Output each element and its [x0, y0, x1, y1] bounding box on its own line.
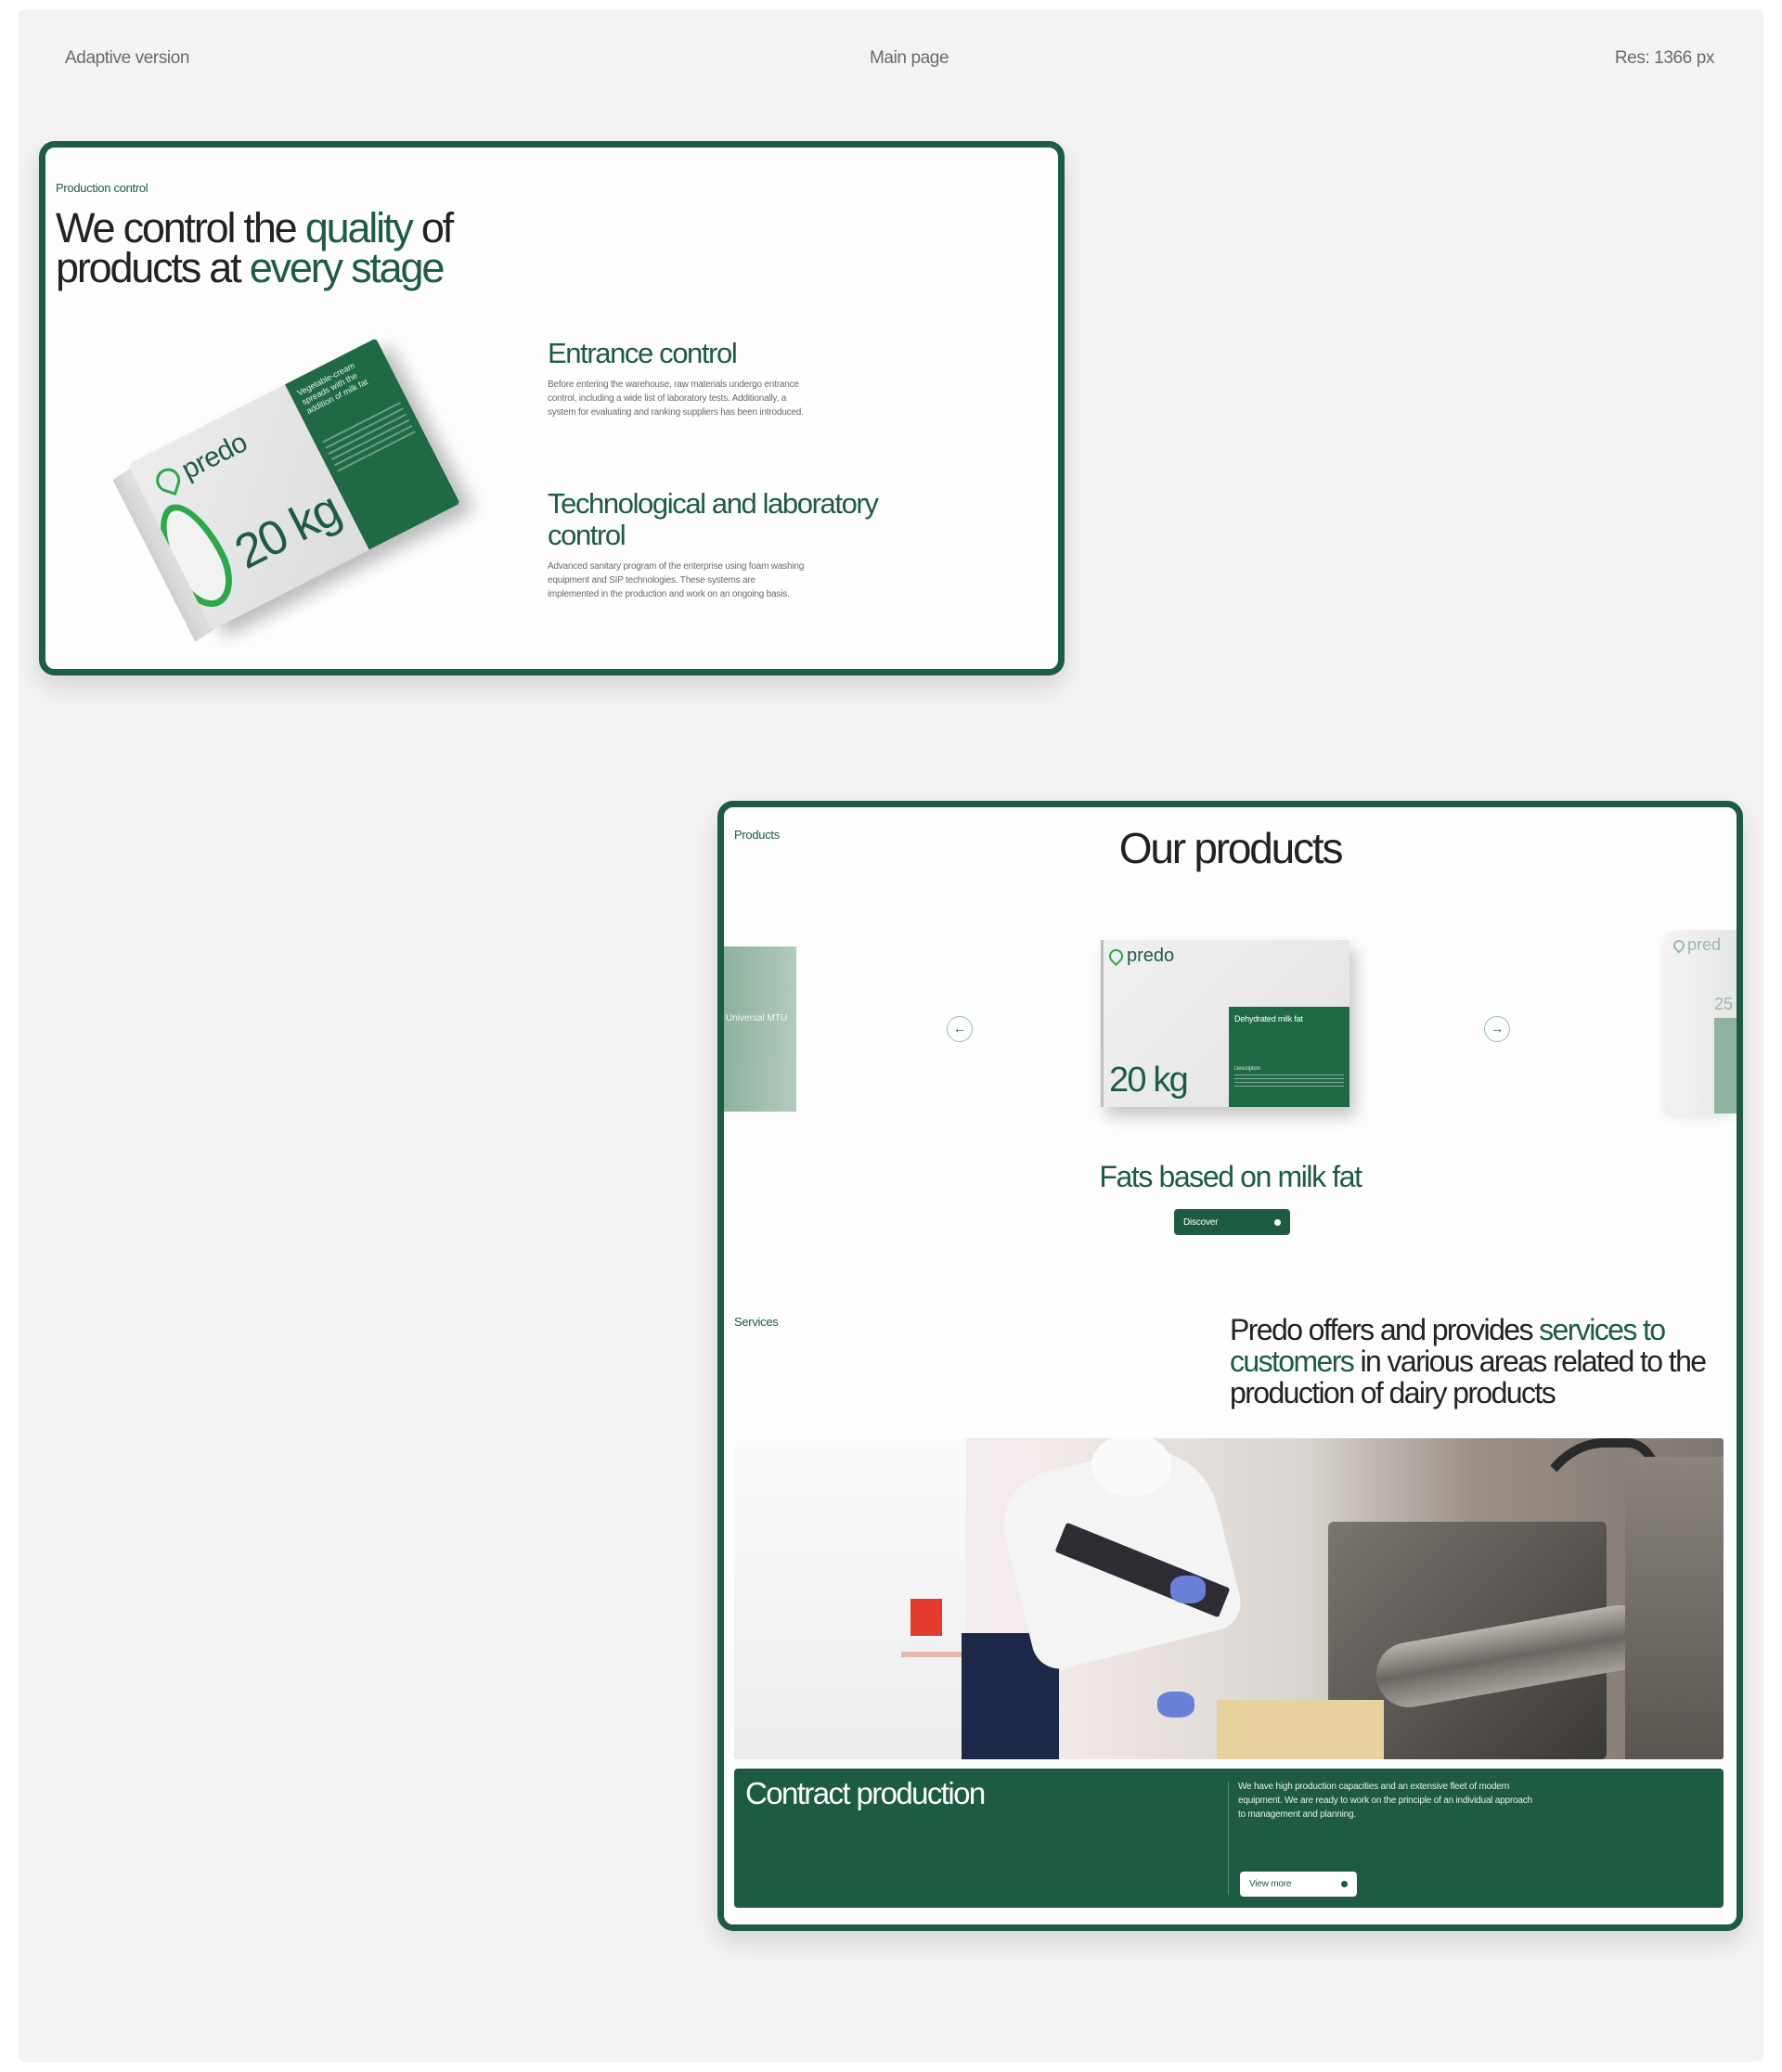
contract-body: We have high production capacities and an extensive fleet of modern equipment. We are ready to work on the principle of an individual approach to management and planning.	[1238, 1782, 1532, 1820]
products-eyebrow: Products	[734, 828, 780, 842]
dot-icon	[1341, 1881, 1348, 1887]
services-eyebrow: Services	[734, 1315, 779, 1329]
predo-logo-icon	[1106, 946, 1126, 966]
pbox-panel-small: Description	[1234, 1066, 1260, 1072]
photo-glove	[1170, 1576, 1206, 1603]
production-title	[56, 204, 464, 291]
photo-cabinet	[1625, 1457, 1724, 1759]
production-control-frame	[39, 141, 1065, 676]
discover-label: Discover	[1183, 1216, 1219, 1228]
production-eyebrow: Production control	[56, 181, 148, 195]
next-item-panel	[1714, 1018, 1737, 1113]
box-brand: predo	[176, 427, 252, 486]
box-panel-title: Vegetable-cream spreads with the addition of milk fat	[295, 360, 369, 417]
title-accent: every stage	[249, 244, 444, 291]
products-title: Our products	[1118, 824, 1342, 872]
title-accent: quality	[304, 204, 412, 251]
photo-butter-block	[1217, 1700, 1384, 1759]
pbox-brand: predo	[1127, 946, 1175, 966]
tech-control-title: Technological and laboratory control	[548, 487, 878, 551]
entrance-control-body: Before entering the warehouse, raw materials undergo entrance control, including a wide list of laboratory tests. Additionally, a system for evaluating and ranking suppliers has been introduced.	[548, 380, 804, 418]
next-item-weight: 25	[1714, 995, 1734, 1013]
discover-button[interactable]	[1174, 1209, 1290, 1235]
view-more-label: View more	[1249, 1879, 1292, 1889]
next-item-logo	[1673, 935, 1721, 955]
title-part: Predo offers and provides	[1230, 1313, 1540, 1346]
title-accent: services to customers	[1230, 1313, 1665, 1378]
product-box-image	[128, 338, 465, 637]
contract-production-card	[734, 1769, 1724, 1908]
title-part: of products at	[56, 204, 452, 291]
pbox-logo	[1109, 946, 1174, 967]
meta-resolution-label: Res: 1366 px	[1614, 48, 1714, 68]
pbox-panel-title: Dehydrated milk fat	[1234, 1014, 1303, 1023]
predo-logo-icon	[153, 465, 184, 495]
production-photo	[734, 1438, 1724, 1759]
arrow-left-icon[interactable]: ←	[947, 1016, 973, 1042]
carousel-next-item[interactable]	[1668, 930, 1737, 1113]
box-panel-lines	[322, 402, 416, 472]
photo-hand	[1157, 1692, 1194, 1718]
entrance-control-title: Entrance control	[548, 337, 737, 369]
predo-logo-icon	[1672, 937, 1687, 953]
view-more-button[interactable]	[1240, 1872, 1357, 1897]
products-services-frame	[717, 801, 1743, 1931]
title-part: We control the	[56, 204, 305, 251]
pbox-weight: 20 kg	[1109, 1061, 1187, 1100]
services-title	[1230, 1314, 1731, 1409]
carousel-prev-item[interactable]	[724, 946, 796, 1112]
contract-title: Contract production	[745, 1776, 985, 1810]
title-part: in various areas related to the production of dairy products	[1230, 1345, 1706, 1409]
photo-red-object	[910, 1599, 942, 1636]
pbox-panel	[1229, 1007, 1349, 1107]
meta-adaptive-label: Adaptive version	[65, 48, 190, 68]
pbox-panel-lines	[1234, 1075, 1344, 1087]
meta-page-label: Main page	[870, 48, 949, 68]
next-item-brand: pred	[1687, 935, 1722, 954]
arrow-right-icon[interactable]: →	[1484, 1016, 1510, 1042]
prev-item-label: Universal MTU	[726, 1013, 788, 1023]
box-weight: 20 kg	[226, 482, 348, 580]
contract-divider	[1228, 1782, 1229, 1895]
carousel-current-item[interactable]	[1101, 940, 1349, 1107]
product-name: Fats based on milk fat	[1099, 1160, 1362, 1193]
dot-icon	[1274, 1219, 1281, 1226]
tech-control-body: Advanced sanitary program of the enterprise using foam washing equipment and SIP technologies. These systems are implemented in the production and work on an ongoing basis.	[548, 561, 805, 599]
box-logo	[150, 427, 252, 500]
